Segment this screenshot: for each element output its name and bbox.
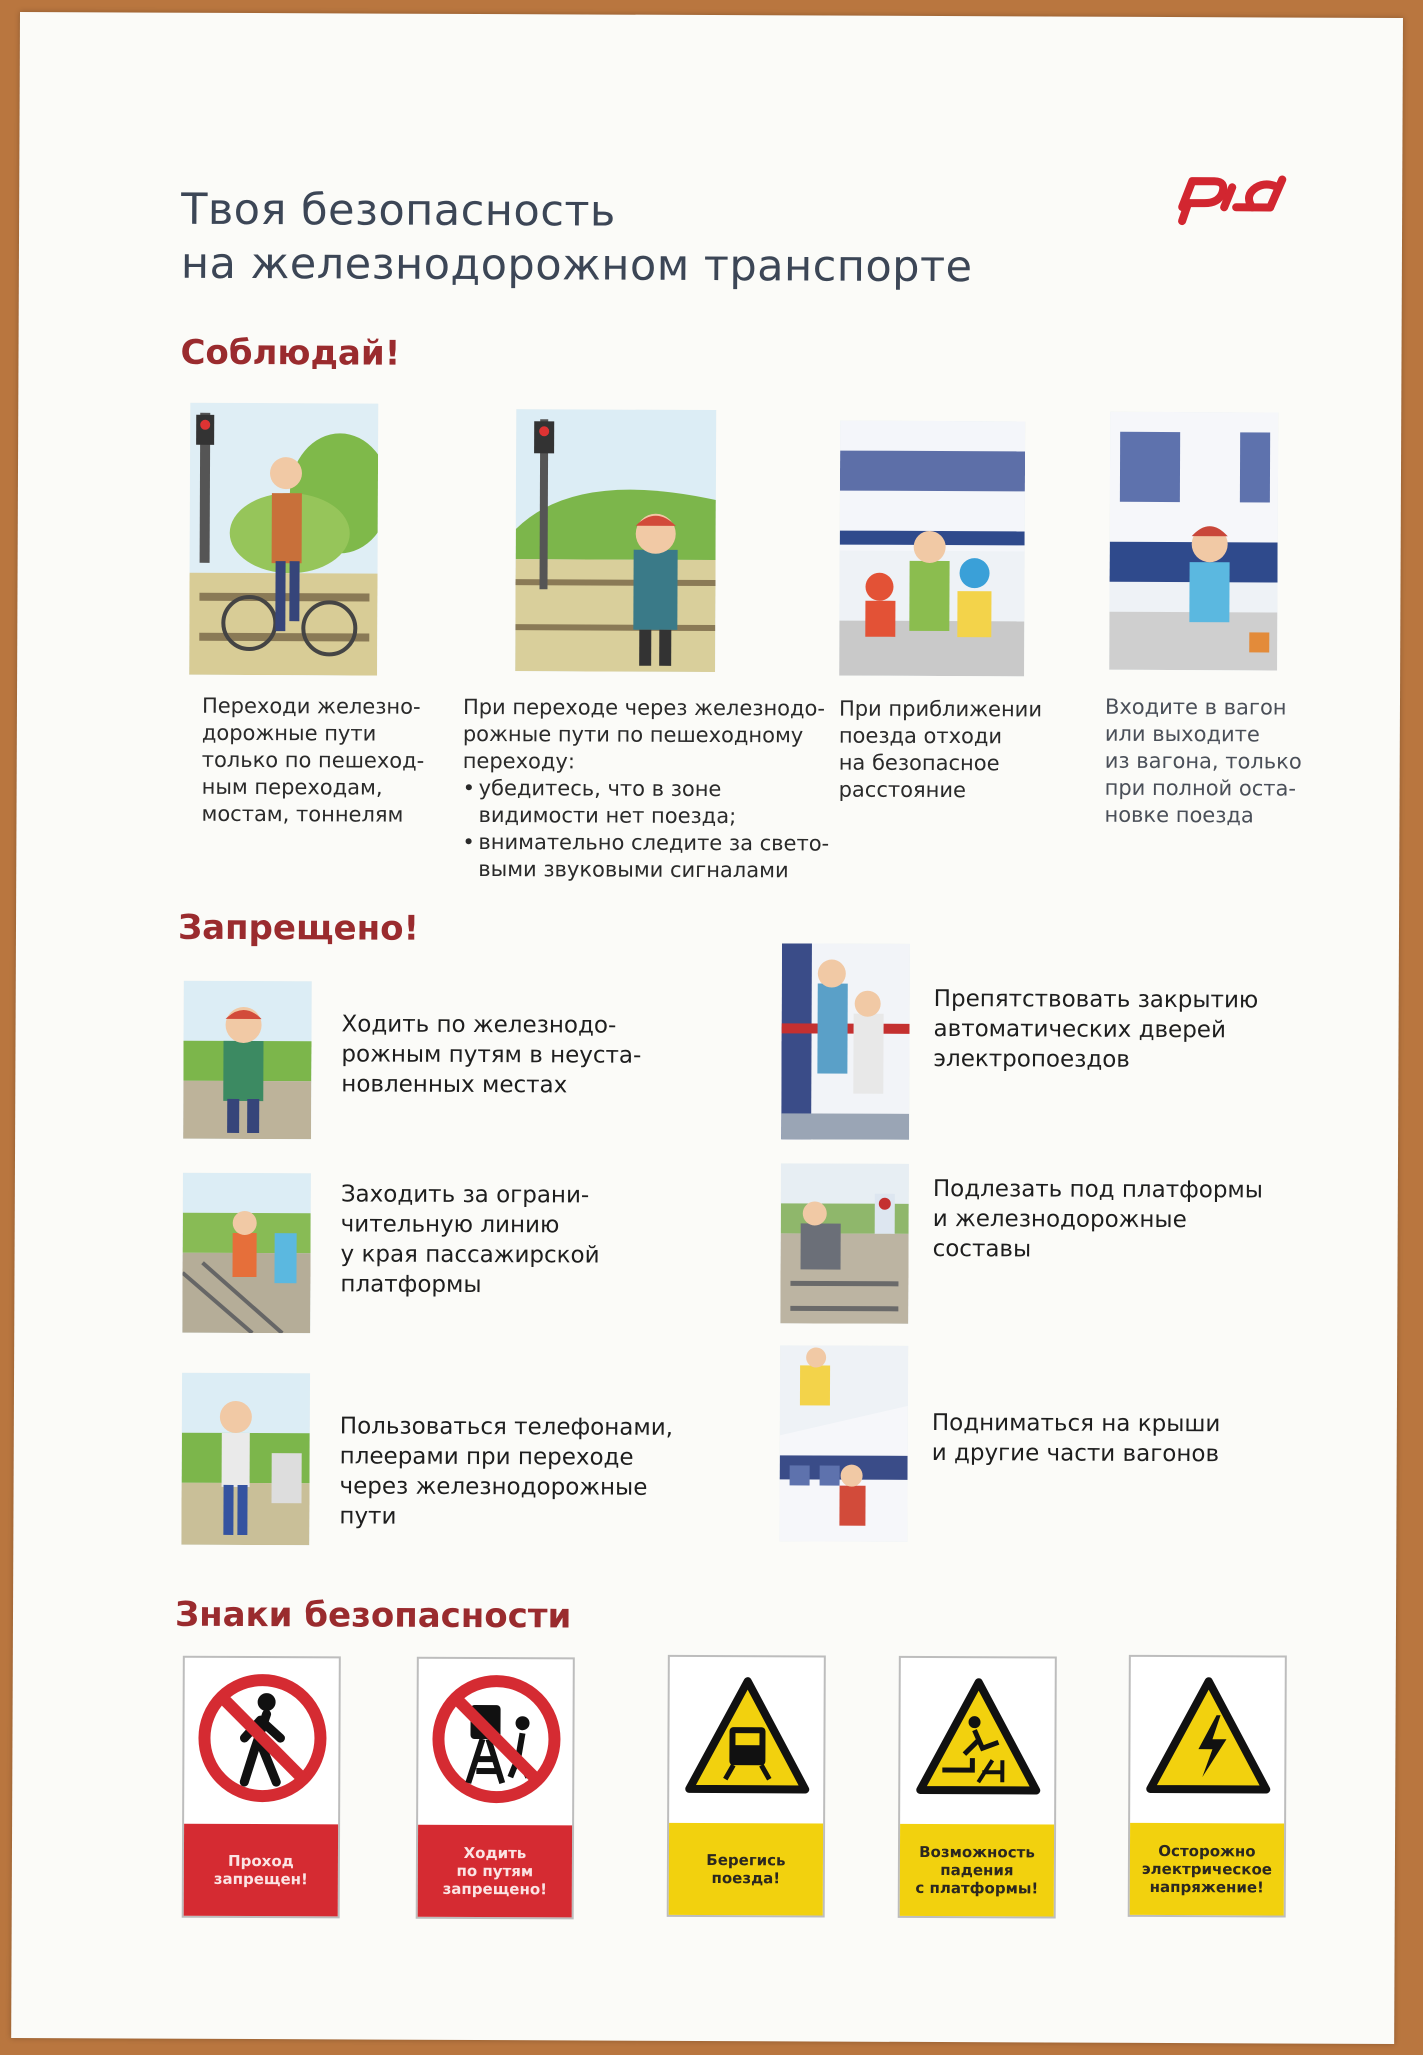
sign-electric-voltage <box>1128 1655 1287 1918</box>
sign-plate-text: Берегись поезда! <box>669 1823 823 1916</box>
forbidden-text-1: Ходить по железнодо- рожным путям в неуста- новленных местах <box>341 1011 642 1099</box>
illustration-beyond-platform-line <box>182 1173 311 1334</box>
bullet-item: • внимательно следите за свето- выми звуковыми сигналами <box>462 829 842 885</box>
illustration-blocking-train-doors <box>781 943 910 1140</box>
title-line-2: на железнодорожном транспорте <box>180 238 973 293</box>
illustration-child-boarding-train <box>1109 412 1278 671</box>
train-warning-icon <box>681 1671 814 1804</box>
illustration-walking-on-tracks <box>183 981 312 1140</box>
observe-caption-1: Переходи железно- дорожные пути только по пешеход- ным переходам, мостам, тоннелям <box>201 693 425 827</box>
forbidden-text-4: Препятствовать закрытию автоматических дверей электропоездов <box>933 985 1259 1073</box>
sign-plate-text: Возможность падения с платформы! <box>900 1824 1054 1917</box>
sign-no-passage <box>182 1656 341 1919</box>
sign-plate-text: Ходить по путям запрещено! <box>418 1825 572 1918</box>
page-title <box>181 183 973 294</box>
illustration-cyclist-crossing <box>189 403 378 676</box>
illustration-climbing-on-roof <box>779 1345 908 1542</box>
illustration-family-away-from-train <box>839 421 1025 677</box>
no-pedestrian-icon <box>196 1672 329 1805</box>
signs-heading: Знаки безопасности <box>174 1594 572 1637</box>
illustration-child-at-crossing <box>515 409 716 672</box>
bullet-item: • убедитесь, что в зоне видимости нет поезда; <box>462 775 842 831</box>
illustration-crawling-under-platform <box>780 1163 909 1324</box>
title-line-1: Твоя безопасность <box>181 184 616 237</box>
sign-no-walking-on-tracks <box>416 1657 575 1920</box>
observe-caption-2 <box>462 694 843 885</box>
forbidden-text-6: Подниматься на крыши и другие части вагонов <box>931 1409 1221 1468</box>
platform-fall-warning-icon <box>912 1672 1045 1805</box>
observe-caption-2-bullets <box>462 775 842 885</box>
observe-caption-4: Входите в вагон или выходите из вагона, только при полной оста- новке поезда <box>1104 694 1302 828</box>
observe-caption-3: При приближении поезда отходи на безопасное расстояние <box>838 696 1043 803</box>
electric-voltage-warning-icon <box>1142 1671 1275 1804</box>
no-walking-on-tracks-icon <box>430 1673 563 1806</box>
illustration-phone-while-crossing <box>181 1373 310 1546</box>
poster-sheet <box>11 12 1403 2044</box>
sign-plate-text: Осторожно электрическое напряжение! <box>1130 1823 1284 1916</box>
rzd-logo <box>1174 167 1296 234</box>
forbidden-text-3: Пользоваться телефонами, плеерами при переходе через железнодорожные пути <box>339 1413 674 1530</box>
sign-beware-of-train <box>667 1655 826 1918</box>
observe-caption-2-intro: При переходе через железнодо- рожные пути по пешеходному переходу: <box>462 694 826 774</box>
forbidden-text-5: Подлезать под платформы и железнодорожные составы <box>932 1175 1264 1263</box>
sign-platform-fall <box>898 1656 1057 1919</box>
forbidden-heading: Запрещено! <box>177 907 420 949</box>
forbidden-text-2: Заходить за ограни- чительную линию у края пассажирской платформы <box>340 1181 600 1299</box>
sign-plate-text: Проход запрещен! <box>184 1824 338 1917</box>
observe-heading: Соблюдай! <box>180 332 401 374</box>
